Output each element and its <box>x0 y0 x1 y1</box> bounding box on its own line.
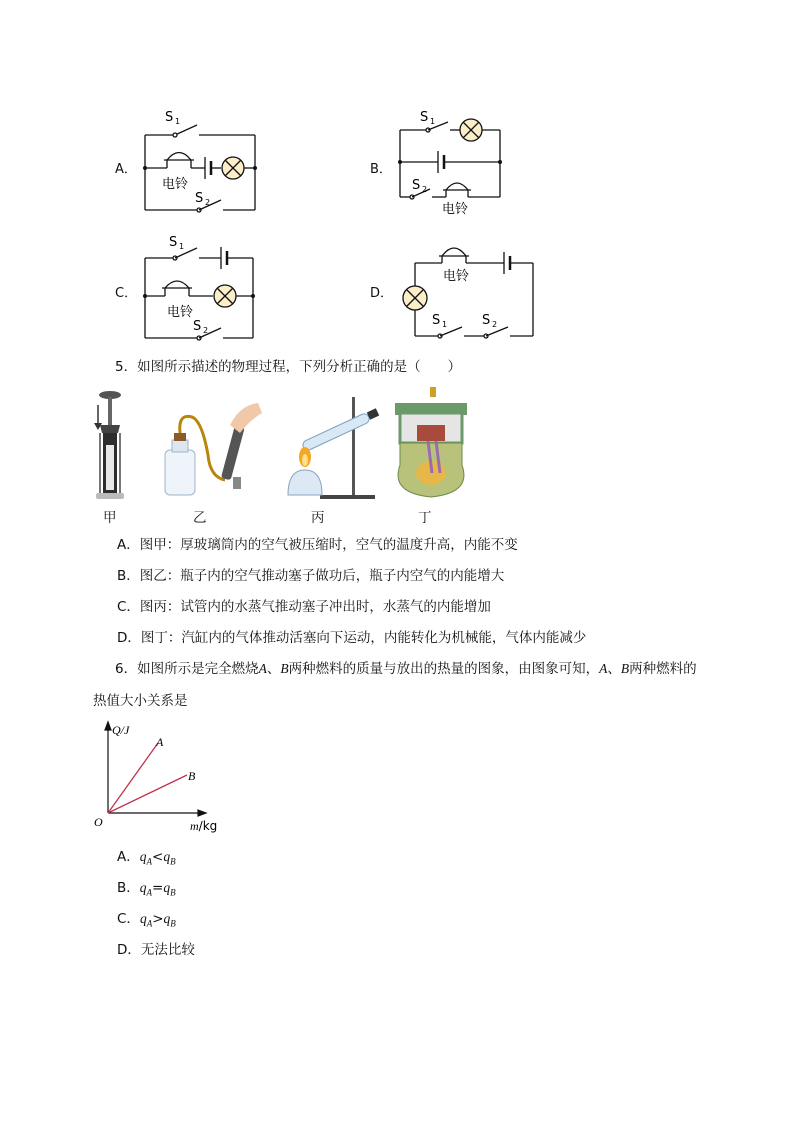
svg-text:电铃: 电铃 <box>167 305 194 320</box>
question-6-stem-line1: 6．如图所示是完全燃烧A、B两种燃料的质量与放出的热量的图象，由图象可知，A、B两种燃料的 <box>115 661 697 677</box>
q6-option-a: A．$q_A<q_B$ <box>117 849 176 867</box>
svg-text:1: 1 <box>430 117 436 126</box>
y-axis-label: Q/J <box>112 723 130 737</box>
line-a-label: A <box>156 735 164 749</box>
switch-label-s1: S <box>165 110 174 125</box>
circuit-diagram-d <box>390 228 550 343</box>
circuit-diagram-c <box>135 228 265 343</box>
question-6-stem-line2: 热值大小关系是 <box>93 693 188 709</box>
heat-mass-graph <box>90 718 230 836</box>
q5-option-c: C．图丙：试管内的水蒸气推动塞子冲出时，水蒸气的内能增加 <box>117 599 491 615</box>
svg-text:S: S <box>432 313 441 328</box>
x-axis-label: m/kg <box>190 819 218 833</box>
compression-cylinder-illustration <box>94 391 124 499</box>
svg-text:S: S <box>482 313 491 328</box>
q5-option-a: A．图甲：厚玻璃筒内的空气被压缩时，空气的温度升高，内能不变 <box>117 537 518 553</box>
svg-text:1: 1 <box>179 242 185 251</box>
svg-text:2: 2 <box>205 198 211 207</box>
circuit-diagram-a <box>135 105 265 215</box>
line-b <box>108 775 187 813</box>
option-letter: A． <box>115 162 137 177</box>
figure-label-ding: 丁 <box>418 510 432 526</box>
line-b-label: B <box>188 769 196 783</box>
experiment-figures <box>90 385 470 525</box>
svg-text:S: S <box>412 178 421 193</box>
svg-text:电铃: 电铃 <box>443 269 470 284</box>
option-letter: B． <box>370 162 392 177</box>
switch-label-s2: S <box>195 191 204 206</box>
bottle-pump-illustration <box>165 403 262 495</box>
q6-option-b: B．$q_A=q_B$ <box>117 880 176 898</box>
line-a <box>108 743 158 813</box>
engine-cylinder-illustration <box>395 387 467 497</box>
test-tube-heating-illustration <box>288 397 379 499</box>
svg-text:2: 2 <box>203 326 209 335</box>
bell-label: 电铃 <box>162 177 189 192</box>
figure-label-jia: 甲 <box>103 510 117 526</box>
question-5-stem: 5．如图所示描述的物理过程，下列分析正确的是（ ） <box>115 359 462 375</box>
svg-text:2: 2 <box>492 320 498 329</box>
figure-label-yi: 乙 <box>193 510 207 526</box>
q6-option-d: D．无法比较 <box>117 942 195 958</box>
svg-text:S: S <box>193 319 202 334</box>
svg-text:S: S <box>169 235 178 250</box>
origin-label: O <box>94 815 103 829</box>
q5-option-d: D．图丁：汽缸内的气体推动活塞向下运动，内能转化为机械能，气体内能减少 <box>117 630 587 646</box>
svg-text:1: 1 <box>442 320 448 329</box>
q5-option-b: B．图乙：瓶子内的空气推动塞子做功后，瓶子内空气的内能增大 <box>117 568 505 584</box>
svg-text:2: 2 <box>422 185 428 194</box>
svg-text:S: S <box>420 110 429 125</box>
svg-text:1: 1 <box>175 117 181 126</box>
option-letter: C． <box>115 286 138 301</box>
svg-text:电铃: 电铃 <box>442 202 469 217</box>
figure-label-bing: 丙 <box>311 510 325 526</box>
option-letter: D． <box>370 286 394 301</box>
circuit-diagram-b <box>390 105 510 220</box>
q6-option-c: C．$q_A>q_B$ <box>117 911 176 929</box>
